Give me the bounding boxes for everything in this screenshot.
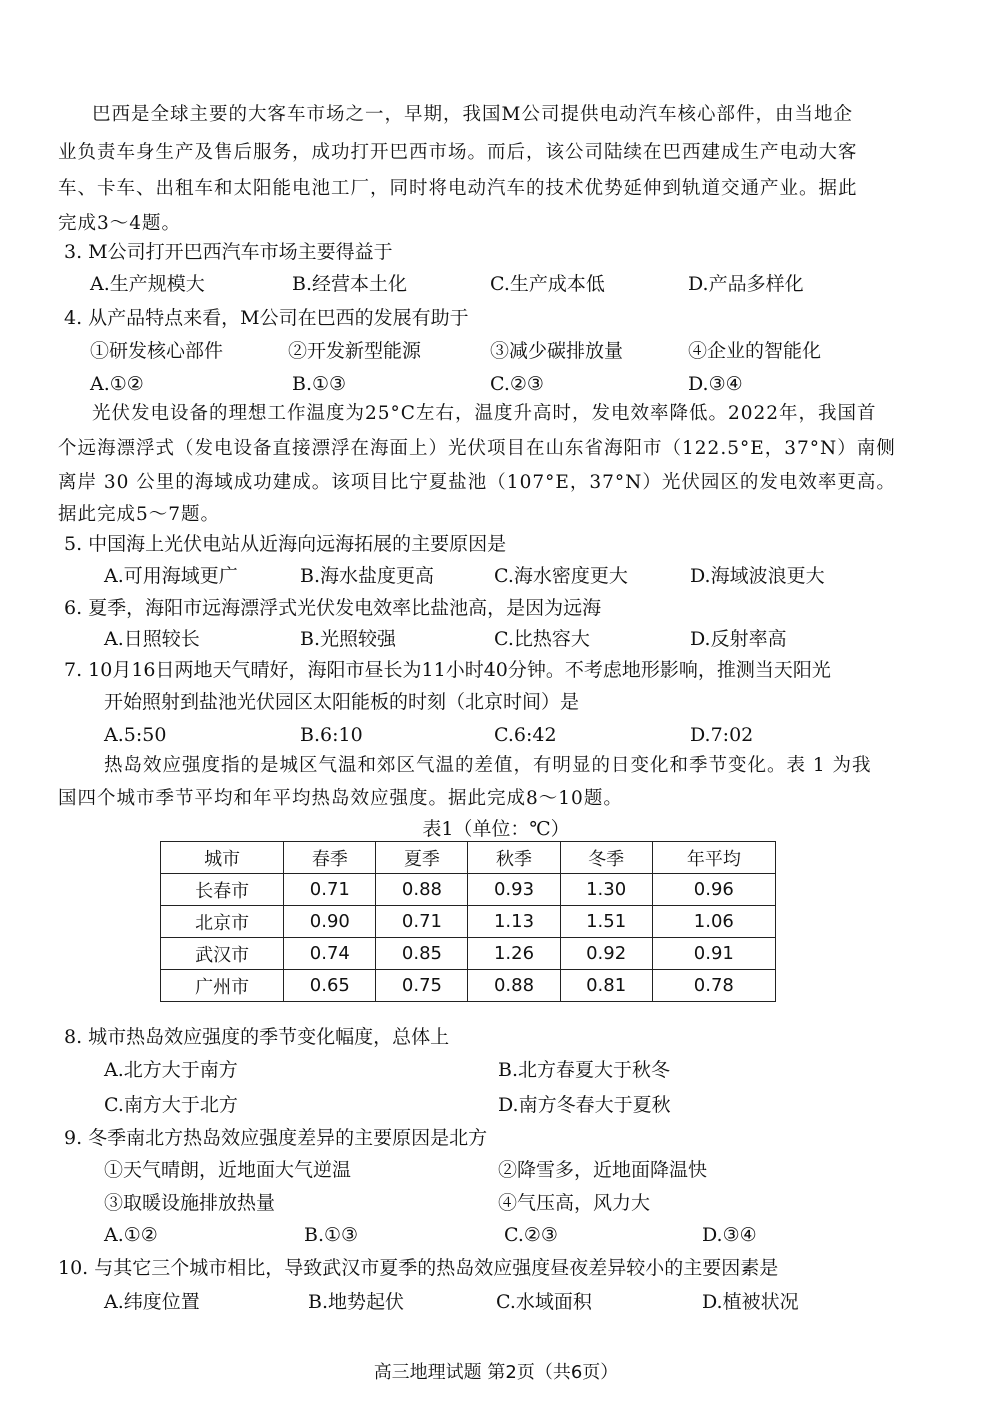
table-row [161,906,776,938]
intro1-line3: 车、卡车、出租车和太阳能电池工厂，同时将电动汽车的技术优势延伸到轨道交通产业。据此 [58,178,858,199]
table-cell: 0.96 [652,874,775,906]
intro1-line2: 业负责车身生产及售后服务，成功打开巴西市场。而后，该公司陆续在巴西建成生产电动大客 [58,142,858,163]
q5-option-a: A.可用海域更广 [104,565,238,587]
q4-item-1: ①研发核心部件 [90,340,224,362]
table-cell: 0.92 [560,938,652,970]
q8-option-c: C.南方大于北方 [104,1094,238,1116]
table-cell: 1.51 [560,906,652,938]
table-cell: 0.78 [652,970,775,1002]
q9-item-1: ①天气晴朗，近地面大气逆温 [104,1159,352,1181]
q10-option-a: A.纬度位置 [104,1291,200,1313]
table-cell: 0.88 [468,970,560,1002]
q5-stem: 5. 中国海上光伏电站从近海向远海拓展的主要原因是 [64,533,507,555]
table-header-cell: 秋季 [468,842,560,874]
q10-stem: 10. 与其它三个城市相比，导致武汉市夏季的热岛效应强度昼夜差异较小的主要因素是 [58,1257,779,1279]
table-cell: 广州市 [161,970,284,1002]
q7-stem-line2: 开始照射到盐池光伏园区太阳能板的时刻（北京时间）是 [104,691,580,713]
q6-stem: 6. 夏季，海阳市远海漂浮式光伏发电效率比盐池高，是因为远海 [64,597,602,619]
q9-option-c: C.②③ [504,1224,558,1246]
q4-item-4: ④企业的智能化 [688,340,822,362]
q4-stem: 4. 从产品特点来看，M公司在巴西的发展有助于 [64,307,469,329]
table-header-cell: 年平均 [652,842,775,874]
q9-option-b: B.①③ [304,1224,359,1246]
q4-option-b: B.①③ [292,373,347,395]
q4-option-c: C.②③ [490,373,544,395]
table-row [161,970,776,1002]
table-header-row [161,842,776,874]
table-row [161,938,776,970]
q7-stem-line1: 7. 10月16日两地天气晴好，海阳市昼长为11小时40分钟。不考虑地形影响，推测当天阳光 [64,659,831,681]
table-cell: 0.74 [284,938,376,970]
intro1-line4: 完成3～4题。 [58,213,182,234]
table-cell: 武汉市 [161,938,284,970]
intro3-line1: 热岛效应强度指的是城区气温和郊区气温的差值，有明显的日变化和季节变化。表 1 为我 [104,755,872,776]
table-cell: 0.81 [560,970,652,1002]
q3-option-d: D.产品多样化 [688,273,804,295]
table-cell: 0.71 [284,874,376,906]
q3-stem: 3. M公司打开巴西汽车市场主要得益于 [64,241,393,263]
intro1-line1: 巴西是全球主要的大客车市场之一，早期，我国M公司提供电动汽车核心部件，由当地企 [92,104,853,125]
q3-option-b: B.经营本土化 [292,273,408,295]
q6-option-a: A.日照较长 [104,628,200,650]
table-cell: 1.30 [560,874,652,906]
table-cell: 北京市 [161,906,284,938]
q6-option-c: C.比热容大 [494,628,590,650]
table-header-cell: 夏季 [376,842,468,874]
table-cell: 1.06 [652,906,775,938]
q5-option-c: C.海水密度更大 [494,565,628,587]
table-cell: 0.71 [376,906,468,938]
table-caption: 表1（单位：℃） [422,818,570,840]
table-cell: 0.93 [468,874,560,906]
q7-option-b: B.6:10 [300,724,363,746]
heat-island-table [160,841,776,1002]
q9-item-3: ③取暖设施排放热量 [104,1192,276,1214]
q9-option-a: A.①② [104,1224,158,1246]
table-cell: 0.90 [284,906,376,938]
q8-option-a: A.北方大于南方 [104,1059,238,1081]
q8-stem: 8. 城市热岛效应强度的季节变化幅度，总体上 [64,1026,450,1048]
table-cell: 0.65 [284,970,376,1002]
q10-option-b: B.地势起伏 [308,1291,405,1313]
q8-option-b: B.北方春夏大于秋冬 [498,1059,671,1081]
table-cell: 1.13 [468,906,560,938]
table-cell: 1.26 [468,938,560,970]
q10-option-c: C.水域面积 [496,1291,592,1313]
q4-item-2: ②开发新型能源 [288,340,422,362]
q5-option-b: B.海水盐度更高 [300,565,435,587]
q9-stem: 9. 冬季南北方热岛效应强度差异的主要原因是北方 [64,1127,488,1149]
intro3-line2: 国四个城市季节平均和年平均热岛效应强度。据此完成8～10题。 [58,788,623,809]
intro2-line3: 离岸 30 公里的海域成功建成。该项目比宁夏盐池（107°E，37°N）光伏园区的发电效率更高。 [58,472,896,493]
intro2-line1: 光伏发电设备的理想工作温度为25°C左右，温度升高时，发电效率降低。2022年，我国首 [92,403,877,424]
page-footer: 高三地理试题 第2页（共6页） [373,1362,619,1383]
table-cell: 0.88 [376,874,468,906]
table-header-cell: 春季 [284,842,376,874]
q8-option-d: D.南方冬春大于夏秋 [498,1094,671,1116]
table-cell: 0.75 [376,970,468,1002]
q9-option-d: D.③④ [702,1224,757,1246]
q10-option-d: D.植被状况 [702,1291,799,1313]
intro2-line2: 个远海漂浮式（发电设备直接漂浮在海面上）光伏项目在山东省海阳市（122.5°E，37°N）南侧 [58,438,896,459]
table-header-cell: 冬季 [560,842,652,874]
table-row [161,874,776,906]
table-cell: 长春市 [161,874,284,906]
q4-option-d: D.③④ [688,373,743,395]
q3-option-c: C.生产成本低 [490,273,605,295]
table-cell: 0.85 [376,938,468,970]
q5-option-d: D.海域波浪更大 [690,565,825,587]
q7-option-d: D.7:02 [690,724,754,746]
q4-item-3: ③减少碳排放量 [490,340,624,362]
table-cell: 0.91 [652,938,775,970]
q6-option-b: B.光照较强 [300,628,397,650]
q4-option-a: A.①② [90,373,144,395]
intro2-line4: 据此完成5～7题。 [58,504,221,525]
q7-option-a: A.5:50 [104,724,167,746]
table-header-cell: 城市 [161,842,284,874]
q9-item-4: ④气压高，风力大 [498,1192,651,1214]
q7-option-c: C.6:42 [494,724,557,746]
q3-option-a: A.生产规模大 [90,273,205,295]
q9-item-2: ②降雪多，近地面降温快 [498,1159,708,1181]
q6-option-d: D.反射率高 [690,628,787,650]
